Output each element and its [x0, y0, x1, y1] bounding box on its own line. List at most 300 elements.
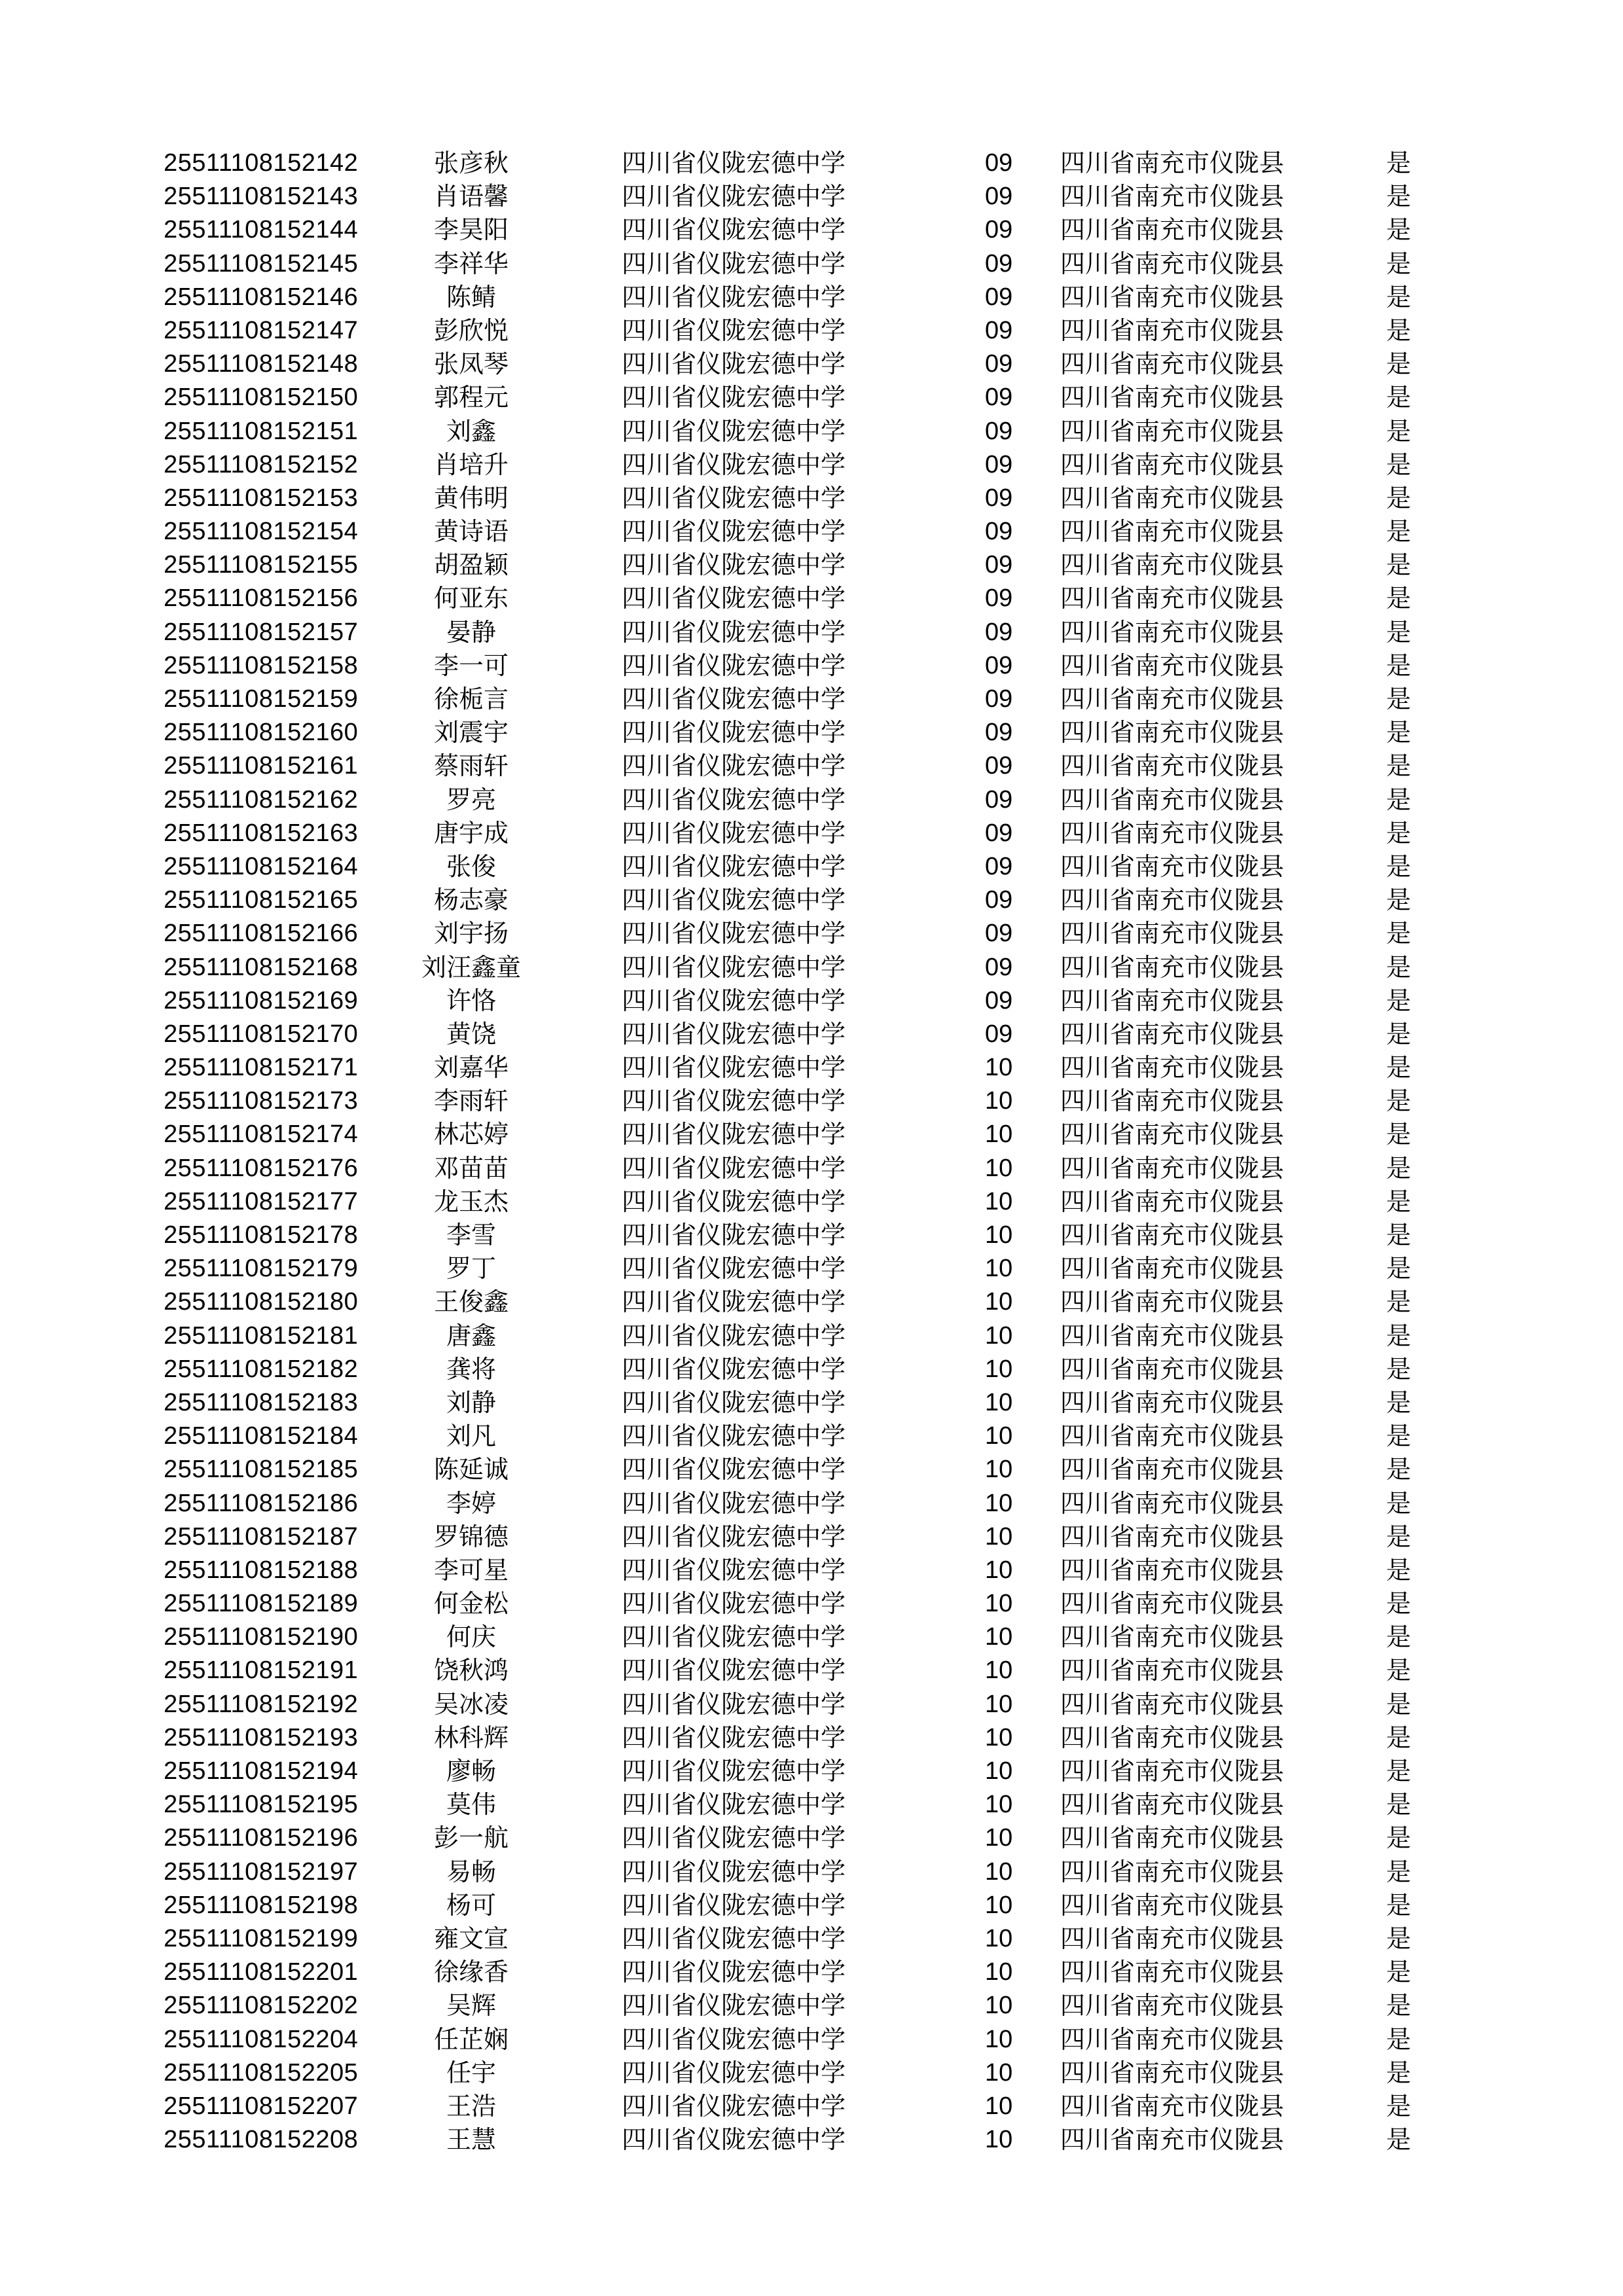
- status-flag: 是: [1386, 818, 1412, 848]
- region-name: 四川省南充市仪陇县: [1060, 215, 1285, 245]
- class-number: 10: [985, 1522, 1013, 1551]
- class-number: 10: [985, 1221, 1013, 1249]
- school-name: 四川省仪陇宏德中学: [622, 2091, 846, 2121]
- status-flag: 是: [1386, 1287, 1412, 1317]
- table-row: [164, 2023, 1440, 2056]
- student-id: 25511108152155: [164, 551, 359, 579]
- status-flag: 是: [1386, 584, 1412, 613]
- region-name: 四川省南充市仪陇县: [1060, 1120, 1285, 1149]
- region-name: 四川省南充市仪陇县: [1060, 1153, 1285, 1183]
- status-flag: 是: [1386, 1086, 1412, 1116]
- status-flag: 是: [1386, 2125, 1412, 2155]
- student-id: 25511108152183: [164, 1388, 359, 1416]
- student-id: 25511108152192: [164, 1690, 359, 1718]
- status-flag: 是: [1386, 751, 1412, 781]
- student-name: 晏静: [446, 617, 496, 647]
- student-name: 廖畅: [446, 1757, 496, 1785]
- school-name: 四川省仪陇宏德中学: [622, 1589, 846, 1619]
- student-name: 肖语馨: [433, 182, 508, 211]
- status-flag: 是: [1386, 1555, 1412, 1585]
- table-row: [164, 749, 1440, 783]
- school-name: 四川省仪陇宏德中学: [622, 350, 846, 379]
- student-id: 25511108152174: [164, 1121, 359, 1149]
- table-row: [164, 1285, 1440, 1319]
- student-id: 25511108152154: [164, 518, 359, 546]
- student-id: 25511108152164: [164, 852, 359, 880]
- region-name: 四川省南充市仪陇县: [1060, 919, 1285, 948]
- student-id: 25511108152180: [164, 1288, 359, 1316]
- student-name: 郭程元: [433, 383, 508, 412]
- school-name: 四川省仪陇宏德中学: [622, 1019, 846, 1049]
- school-name: 四川省仪陇宏德中学: [622, 182, 846, 211]
- table-row: [164, 381, 1440, 414]
- class-number: 10: [985, 1992, 1013, 2020]
- status-flag: 是: [1386, 1823, 1412, 1853]
- school-name: 四川省仪陇宏德中学: [622, 919, 846, 948]
- student-id: 25511108152157: [164, 618, 359, 646]
- region-name: 四川省南充市仪陇县: [1060, 1757, 1285, 1785]
- school-name: 四川省仪陇宏德中学: [622, 1991, 846, 2020]
- student-id: 25511108152142: [164, 149, 359, 177]
- region-name: 四川省南充市仪陇县: [1060, 249, 1285, 278]
- school-name: 四川省仪陇宏德中学: [622, 1455, 846, 1484]
- student-id: 25511108152195: [164, 1791, 359, 1819]
- class-number: 09: [985, 518, 1013, 546]
- school-name: 四川省仪陇宏德中学: [622, 483, 846, 512]
- table-row: [164, 1856, 1440, 1889]
- student-name: 彭欣悦: [433, 315, 508, 345]
- school-name: 四川省仪陇宏德中学: [622, 1053, 846, 1083]
- school-name: 四川省仪陇宏德中学: [622, 718, 846, 747]
- school-name: 四川省仪陇宏德中学: [622, 1689, 846, 1719]
- table-row: [164, 1688, 1440, 1721]
- student-id: 25511108152188: [164, 1556, 359, 1584]
- student-id: 25511108152143: [164, 183, 359, 211]
- school-name: 四川省仪陇宏德中学: [622, 2058, 846, 2087]
- class-number: 09: [985, 283, 1013, 311]
- class-number: 09: [985, 752, 1013, 780]
- class-number: 09: [985, 484, 1013, 512]
- school-name: 四川省仪陇宏德中学: [622, 1120, 846, 1149]
- class-number: 10: [985, 1288, 1013, 1316]
- region-name: 四川省南充市仪陇县: [1060, 1321, 1285, 1350]
- table-row: [164, 716, 1440, 749]
- student-name: 李雪: [446, 1221, 496, 1249]
- status-flag: 是: [1386, 1221, 1412, 1249]
- table-row: [164, 683, 1440, 716]
- school-name: 四川省仪陇宏德中学: [622, 1958, 846, 1987]
- status-flag: 是: [1386, 149, 1412, 177]
- class-number: 10: [985, 1791, 1013, 1819]
- class-number: 09: [985, 551, 1013, 579]
- region-name: 四川省南充市仪陇县: [1060, 1689, 1285, 1719]
- status-flag: 是: [1386, 182, 1412, 211]
- region-name: 四川省南充市仪陇县: [1060, 685, 1285, 713]
- school-name: 四川省仪陇宏德中学: [622, 1354, 846, 1384]
- region-name: 四川省南充市仪陇县: [1060, 785, 1285, 814]
- student-id: 25511108152208: [164, 2126, 359, 2154]
- class-number: 09: [985, 920, 1013, 948]
- class-number: 09: [985, 651, 1013, 679]
- student-name: 李一可: [433, 651, 508, 680]
- table-row: [164, 1788, 1440, 1821]
- school-name: 四川省仪陇宏德中学: [622, 584, 846, 613]
- status-flag: 是: [1386, 1153, 1412, 1183]
- status-flag: 是: [1386, 249, 1412, 278]
- school-name: 四川省仪陇宏德中学: [622, 751, 846, 781]
- class-number: 09: [985, 685, 1013, 713]
- student-id: 25511108152165: [164, 886, 359, 914]
- school-name: 四川省仪陇宏德中学: [622, 1857, 846, 1886]
- region-name: 四川省南充市仪陇县: [1060, 852, 1285, 881]
- region-name: 四川省南充市仪陇县: [1060, 1589, 1285, 1619]
- region-name: 四川省南充市仪陇县: [1060, 1890, 1285, 1920]
- school-name: 四川省仪陇宏德中学: [622, 617, 846, 647]
- student-name: 林科辉: [433, 1723, 508, 1752]
- student-name: 莫伟: [446, 1790, 496, 1820]
- table-row: [164, 314, 1440, 348]
- student-id: 25511108152198: [164, 1891, 359, 1919]
- status-flag: 是: [1386, 718, 1412, 747]
- region-name: 四川省南充市仪陇县: [1060, 1187, 1285, 1216]
- table-row: [164, 1654, 1440, 1687]
- school-name: 四川省仪陇宏德中学: [622, 651, 846, 680]
- school-name: 四川省仪陇宏德中学: [622, 1321, 846, 1350]
- student-name: 吴冰凌: [433, 1689, 508, 1719]
- student-name: 王慧: [446, 2125, 496, 2155]
- status-flag: 是: [1386, 986, 1412, 1015]
- table-row: [164, 1319, 1440, 1353]
- table-row: [164, 247, 1440, 281]
- region-name: 四川省南充市仪陇县: [1060, 1623, 1285, 1652]
- table-row: [164, 1487, 1440, 1520]
- table-row: [164, 1956, 1440, 1989]
- student-name: 易畅: [446, 1857, 496, 1886]
- school-name: 四川省仪陇宏德中学: [622, 818, 846, 848]
- class-number: 09: [985, 350, 1013, 378]
- school-name: 四川省仪陇宏德中学: [622, 1623, 846, 1652]
- student-name: 刘宇扬: [433, 919, 508, 948]
- student-name: 李婷: [446, 1488, 496, 1518]
- student-name: 任芷娴: [433, 2024, 508, 2054]
- student-name: 张凤琴: [433, 350, 508, 379]
- table-row: [164, 2056, 1440, 2090]
- table-row: [164, 1185, 1440, 1219]
- region-name: 四川省南充市仪陇县: [1060, 1019, 1285, 1049]
- class-number: 09: [985, 450, 1013, 478]
- status-flag: 是: [1386, 1422, 1412, 1451]
- class-number: 10: [985, 1321, 1013, 1350]
- student-id: 25511108152190: [164, 1623, 359, 1651]
- status-flag: 是: [1386, 1890, 1412, 1920]
- school-name: 四川省仪陇宏德中学: [622, 1388, 846, 1417]
- status-flag: 是: [1386, 1354, 1412, 1384]
- school-name: 四川省仪陇宏德中学: [622, 1823, 846, 1853]
- school-name: 四川省仪陇宏德中学: [622, 2125, 846, 2155]
- school-name: 四川省仪陇宏德中学: [622, 1890, 846, 1920]
- status-flag: 是: [1386, 1723, 1412, 1752]
- student-id: 25511108152152: [164, 450, 359, 478]
- student-id: 25511108152151: [164, 417, 359, 445]
- status-flag: 是: [1386, 1924, 1412, 1953]
- class-number: 09: [985, 719, 1013, 747]
- school-name: 四川省仪陇宏德中学: [622, 215, 846, 245]
- status-flag: 是: [1386, 1757, 1412, 1785]
- student-name: 徐栀言: [433, 685, 508, 713]
- school-name: 四川省仪陇宏德中学: [622, 1153, 846, 1183]
- student-id: 25511108152168: [164, 953, 359, 981]
- student-table: [164, 147, 1440, 2157]
- region-name: 四川省南充市仪陇县: [1060, 416, 1285, 446]
- table-row: [164, 548, 1440, 582]
- student-name: 李祥华: [433, 249, 508, 278]
- class-number: 10: [985, 1690, 1013, 1718]
- student-id: 25511108152176: [164, 1154, 359, 1182]
- table-row: [164, 1453, 1440, 1486]
- student-name: 李雨轩: [433, 1086, 508, 1116]
- school-name: 四川省仪陇宏德中学: [622, 149, 846, 177]
- school-name: 四川省仪陇宏德中学: [622, 1790, 846, 1820]
- student-id: 25511108152204: [164, 2025, 359, 2053]
- student-name: 刘鑫: [446, 416, 496, 446]
- student-id: 25511108152150: [164, 384, 359, 412]
- table-row: [164, 1051, 1440, 1085]
- school-name: 四川省仪陇宏德中学: [622, 1757, 846, 1785]
- table-row: [164, 1755, 1440, 1788]
- student-id: 25511108152171: [164, 1054, 359, 1082]
- student-id: 25511108152194: [164, 1757, 359, 1785]
- table-row: [164, 1721, 1440, 1755]
- table-row: [164, 515, 1440, 548]
- student-name: 张俊: [446, 852, 496, 881]
- region-name: 四川省南充市仪陇县: [1060, 751, 1285, 781]
- region-name: 四川省南充市仪陇县: [1060, 1388, 1285, 1417]
- school-name: 四川省仪陇宏德中学: [622, 416, 846, 446]
- student-name: 杨志豪: [433, 886, 508, 915]
- student-name: 王俊鑫: [433, 1287, 508, 1317]
- status-flag: 是: [1386, 1689, 1412, 1719]
- student-id: 25511108152148: [164, 350, 359, 378]
- class-number: 10: [985, 1891, 1013, 1919]
- region-name: 四川省南充市仪陇县: [1060, 584, 1285, 613]
- class-number: 10: [985, 1757, 1013, 1785]
- region-name: 四川省南充市仪陇县: [1060, 1488, 1285, 1518]
- class-number: 09: [985, 986, 1013, 1014]
- student-name: 陈鲭: [446, 282, 496, 312]
- table-row: [164, 1085, 1440, 1118]
- school-name: 四川省仪陇宏德中学: [622, 1488, 846, 1518]
- student-id: 25511108152205: [164, 2058, 359, 2087]
- student-name: 唐鑫: [446, 1321, 496, 1350]
- student-name: 任宇: [446, 2058, 496, 2087]
- class-number: 09: [985, 819, 1013, 847]
- region-name: 四川省南充市仪陇县: [1060, 1555, 1285, 1585]
- class-number: 09: [985, 316, 1013, 344]
- school-name: 四川省仪陇宏德中学: [622, 1221, 846, 1249]
- school-name: 四川省仪陇宏德中学: [622, 1522, 846, 1551]
- status-flag: 是: [1386, 2091, 1412, 2121]
- student-id: 25511108152144: [164, 216, 359, 244]
- school-name: 四川省仪陇宏德中学: [622, 450, 846, 479]
- school-name: 四川省仪陇宏德中学: [622, 1723, 846, 1752]
- student-name: 唐宇成: [433, 818, 508, 848]
- region-name: 四川省南充市仪陇县: [1060, 1656, 1285, 1685]
- school-name: 四川省仪陇宏德中学: [622, 249, 846, 278]
- region-name: 四川省南充市仪陇县: [1060, 2024, 1285, 2054]
- region-name: 四川省南充市仪陇县: [1060, 617, 1285, 647]
- region-name: 四川省南充市仪陇县: [1060, 1455, 1285, 1484]
- student-id: 25511108152158: [164, 651, 359, 679]
- student-id: 25511108152184: [164, 1422, 359, 1450]
- student-name: 吴辉: [446, 1991, 496, 2020]
- region-name: 四川省南充市仪陇县: [1060, 1924, 1285, 1953]
- region-name: 四川省南充市仪陇县: [1060, 517, 1285, 547]
- student-id: 25511108152173: [164, 1087, 359, 1115]
- table-row: [164, 415, 1440, 448]
- school-name: 四川省仪陇宏德中学: [622, 886, 846, 915]
- student-name: 饶秋鸿: [433, 1656, 508, 1685]
- school-name: 四川省仪陇宏德中学: [622, 2024, 846, 2054]
- table-row: [164, 1252, 1440, 1285]
- status-flag: 是: [1386, 1053, 1412, 1083]
- table-row: [164, 951, 1440, 984]
- region-name: 四川省南充市仪陇县: [1060, 483, 1285, 512]
- student-name: 李昊阳: [433, 215, 508, 245]
- class-number: 10: [985, 2126, 1013, 2154]
- student-name: 张彦秋: [433, 149, 508, 177]
- status-flag: 是: [1386, 350, 1412, 379]
- student-name: 刘凡: [446, 1422, 496, 1451]
- student-id: 25511108152153: [164, 484, 359, 512]
- status-flag: 是: [1386, 1522, 1412, 1551]
- status-flag: 是: [1386, 483, 1412, 512]
- school-name: 四川省仪陇宏德中学: [622, 1287, 846, 1317]
- student-id: 25511108152159: [164, 685, 359, 713]
- student-id: 25511108152146: [164, 283, 359, 311]
- class-number: 10: [985, 1958, 1013, 1986]
- status-flag: 是: [1386, 617, 1412, 647]
- class-number: 09: [985, 852, 1013, 880]
- student-id: 25511108152187: [164, 1522, 359, 1551]
- table-row: [164, 1821, 1440, 1855]
- class-number: 10: [985, 1489, 1013, 1517]
- school-name: 四川省仪陇宏德中学: [622, 1422, 846, 1451]
- region-name: 四川省南充市仪陇县: [1060, 651, 1285, 680]
- student-id: 25511108152166: [164, 920, 359, 948]
- student-name: 何金松: [433, 1589, 508, 1619]
- class-number: 10: [985, 1187, 1013, 1215]
- table-row: [164, 783, 1440, 817]
- student-id: 25511108152170: [164, 1020, 359, 1048]
- student-name: 徐缘香: [433, 1958, 508, 1987]
- table-row: [164, 1520, 1440, 1554]
- status-flag: 是: [1386, 1623, 1412, 1652]
- student-name: 罗亮: [446, 785, 496, 814]
- student-id: 25511108152160: [164, 719, 359, 747]
- school-name: 四川省仪陇宏德中学: [622, 383, 846, 412]
- student-id: 25511108152185: [164, 1456, 359, 1484]
- school-name: 四川省仪陇宏德中学: [622, 952, 846, 982]
- student-name: 何庆: [446, 1623, 496, 1652]
- table-row: [164, 213, 1440, 247]
- status-flag: 是: [1386, 1656, 1412, 1685]
- region-name: 四川省南充市仪陇县: [1060, 282, 1285, 312]
- table-row: [164, 1386, 1440, 1420]
- status-flag: 是: [1386, 1958, 1412, 1987]
- table-row: [164, 2123, 1440, 2157]
- student-name: 彭一航: [433, 1823, 508, 1853]
- school-name: 四川省仪陇宏德中学: [622, 1924, 846, 1953]
- student-id: 25511108152181: [164, 1321, 359, 1350]
- student-name: 雍文宣: [433, 1924, 508, 1953]
- student-id: 25511108152207: [164, 2092, 359, 2120]
- table-row: [164, 649, 1440, 683]
- region-name: 四川省南充市仪陇县: [1060, 2125, 1285, 2155]
- school-name: 四川省仪陇宏德中学: [622, 282, 846, 312]
- student-name: 胡盈颖: [433, 550, 508, 580]
- region-name: 四川省南充市仪陇县: [1060, 986, 1285, 1015]
- student-name: 刘震宇: [433, 718, 508, 747]
- table-row: [164, 1420, 1440, 1453]
- student-name: 蔡雨轩: [433, 751, 508, 781]
- student-id: 25511108152145: [164, 249, 359, 278]
- student-id: 25511108152197: [164, 1857, 359, 1886]
- status-flag: 是: [1386, 1790, 1412, 1820]
- status-flag: 是: [1386, 416, 1412, 446]
- student-id: 25511108152202: [164, 1992, 359, 2020]
- student-id: 25511108152193: [164, 1723, 359, 1751]
- student-name: 李可星: [433, 1555, 508, 1585]
- class-number: 09: [985, 149, 1013, 177]
- table-row: [164, 1152, 1440, 1185]
- student-id: 25511108152189: [164, 1590, 359, 1618]
- status-flag: 是: [1386, 919, 1412, 948]
- student-id: 25511108152196: [164, 1824, 359, 1852]
- status-flag: 是: [1386, 952, 1412, 982]
- class-number: 10: [985, 1857, 1013, 1886]
- status-flag: 是: [1386, 2058, 1412, 2087]
- table-row: [164, 2090, 1440, 2123]
- student-name: 刘嘉华: [433, 1053, 508, 1083]
- table-row: [164, 180, 1440, 213]
- student-id: 25511108152186: [164, 1489, 359, 1517]
- region-name: 四川省南充市仪陇县: [1060, 1287, 1285, 1317]
- region-name: 四川省南充市仪陇县: [1060, 1086, 1285, 1116]
- table-row: [164, 1889, 1440, 1922]
- student-name: 龙玉杰: [433, 1187, 508, 1216]
- student-name: 杨可: [446, 1890, 496, 1920]
- region-name: 四川省南充市仪陇县: [1060, 1958, 1285, 1987]
- status-flag: 是: [1386, 383, 1412, 412]
- table-row: [164, 281, 1440, 314]
- status-flag: 是: [1386, 886, 1412, 915]
- status-flag: 是: [1386, 685, 1412, 713]
- school-name: 四川省仪陇宏德中学: [622, 550, 846, 580]
- status-flag: 是: [1386, 282, 1412, 312]
- student-id: 25511108152147: [164, 316, 359, 344]
- student-name: 许恪: [446, 986, 496, 1015]
- status-flag: 是: [1386, 450, 1412, 479]
- status-flag: 是: [1386, 1488, 1412, 1518]
- class-number: 10: [985, 1723, 1013, 1751]
- student-id: 25511108152178: [164, 1221, 359, 1249]
- class-number: 10: [985, 1422, 1013, 1450]
- region-name: 四川省南充市仪陇县: [1060, 1053, 1285, 1083]
- class-number: 10: [985, 1590, 1013, 1618]
- region-name: 四川省南充市仪陇县: [1060, 1522, 1285, 1551]
- student-name: 罗锦德: [433, 1522, 508, 1551]
- table-row: [164, 582, 1440, 615]
